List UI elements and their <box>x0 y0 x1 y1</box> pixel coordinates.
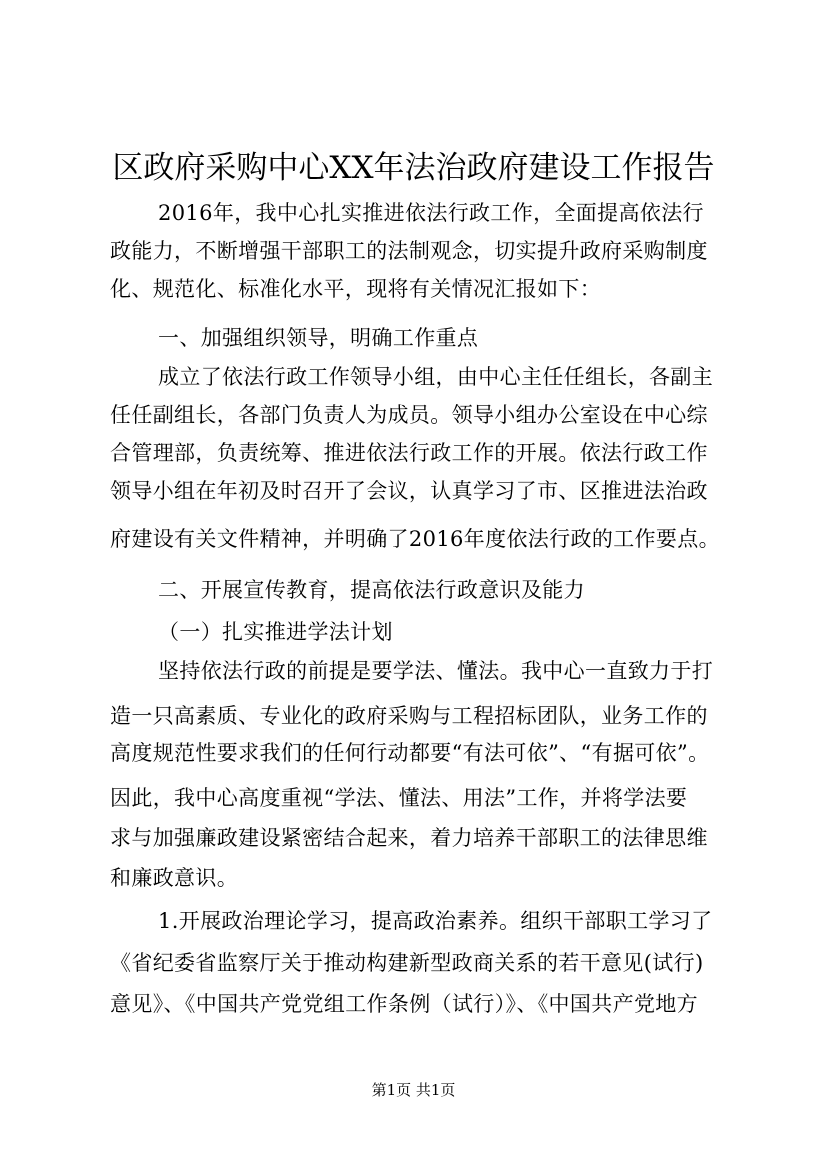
paragraph-line: 任任副组长，各部门负责人为成员。领导小组办公室设在中心综 <box>110 403 708 427</box>
paragraph-line: 府建设有关文件精神，并明确了2016年度依法行政的工作要点。 <box>110 527 720 551</box>
document-title: 区政府采购中心XX年法治政府建设工作报告 <box>112 150 715 186</box>
paragraph-line: 2016年，我中心扎实推进依法行政工作，全面提高依法行 <box>158 201 704 225</box>
paragraph-line: 1.开展政治理论学习，提高政治素养。组织干部职工学习了 <box>158 909 713 933</box>
paragraph-line: 坚持依法行政的前提是要学法、懂法。我中心一直致力于打 <box>158 659 714 683</box>
paragraph-line: 领导小组在年初及时召开了会议，认真学习了市、区推进法治政 <box>110 479 708 503</box>
paragraph-line: 合管理部，负责统筹、推进依法行政工作的开展。依法行政工作 <box>110 441 708 465</box>
page-footer: 第1页 共1页 <box>371 1081 456 1099</box>
paragraph-line: 成立了依法行政工作领导小组，由中心主任任组长，各副主 <box>158 365 714 389</box>
section-heading: 二、开展宣传教育，提高依法行政意识及能力 <box>158 578 585 602</box>
paragraph-line: 意见》、《中国共产党党组工作条例（试行）》、《中国共产党地方 <box>110 992 698 1016</box>
paragraph-line: 求与加强廉政建设紧密结合起来，着力培养干部职工的法律思维 <box>110 826 708 850</box>
paragraph-line: 和廉政意识。 <box>110 866 239 890</box>
paragraph-line: 高度规范性要求我们的任何行动都要“有法可依”、“有据可依”。 <box>110 741 710 765</box>
paragraph-line: 政能力，不断增强干部职工的法制观念，切实提升政府采购制度 <box>110 239 708 263</box>
section-heading: 一、加强组织领导，明确工作重点 <box>158 326 479 350</box>
paragraph-line: 造一只高素质、专业化的政府采购与工程招标团队，业务工作的 <box>110 704 708 728</box>
subsection-heading: （一）扎实推进学法计划 <box>158 620 393 644</box>
paragraph-line: 因此，我中心高度重视“学法、懂法、用法”工作，并将学法要 <box>110 786 688 810</box>
paragraph-line: 化、规范化、标准化水平，现将有关情况汇报如下： <box>110 277 602 301</box>
paragraph-line: 《省纪委省监察厅关于推动构建新型政商关系的若干意见(试行) <box>110 951 704 975</box>
